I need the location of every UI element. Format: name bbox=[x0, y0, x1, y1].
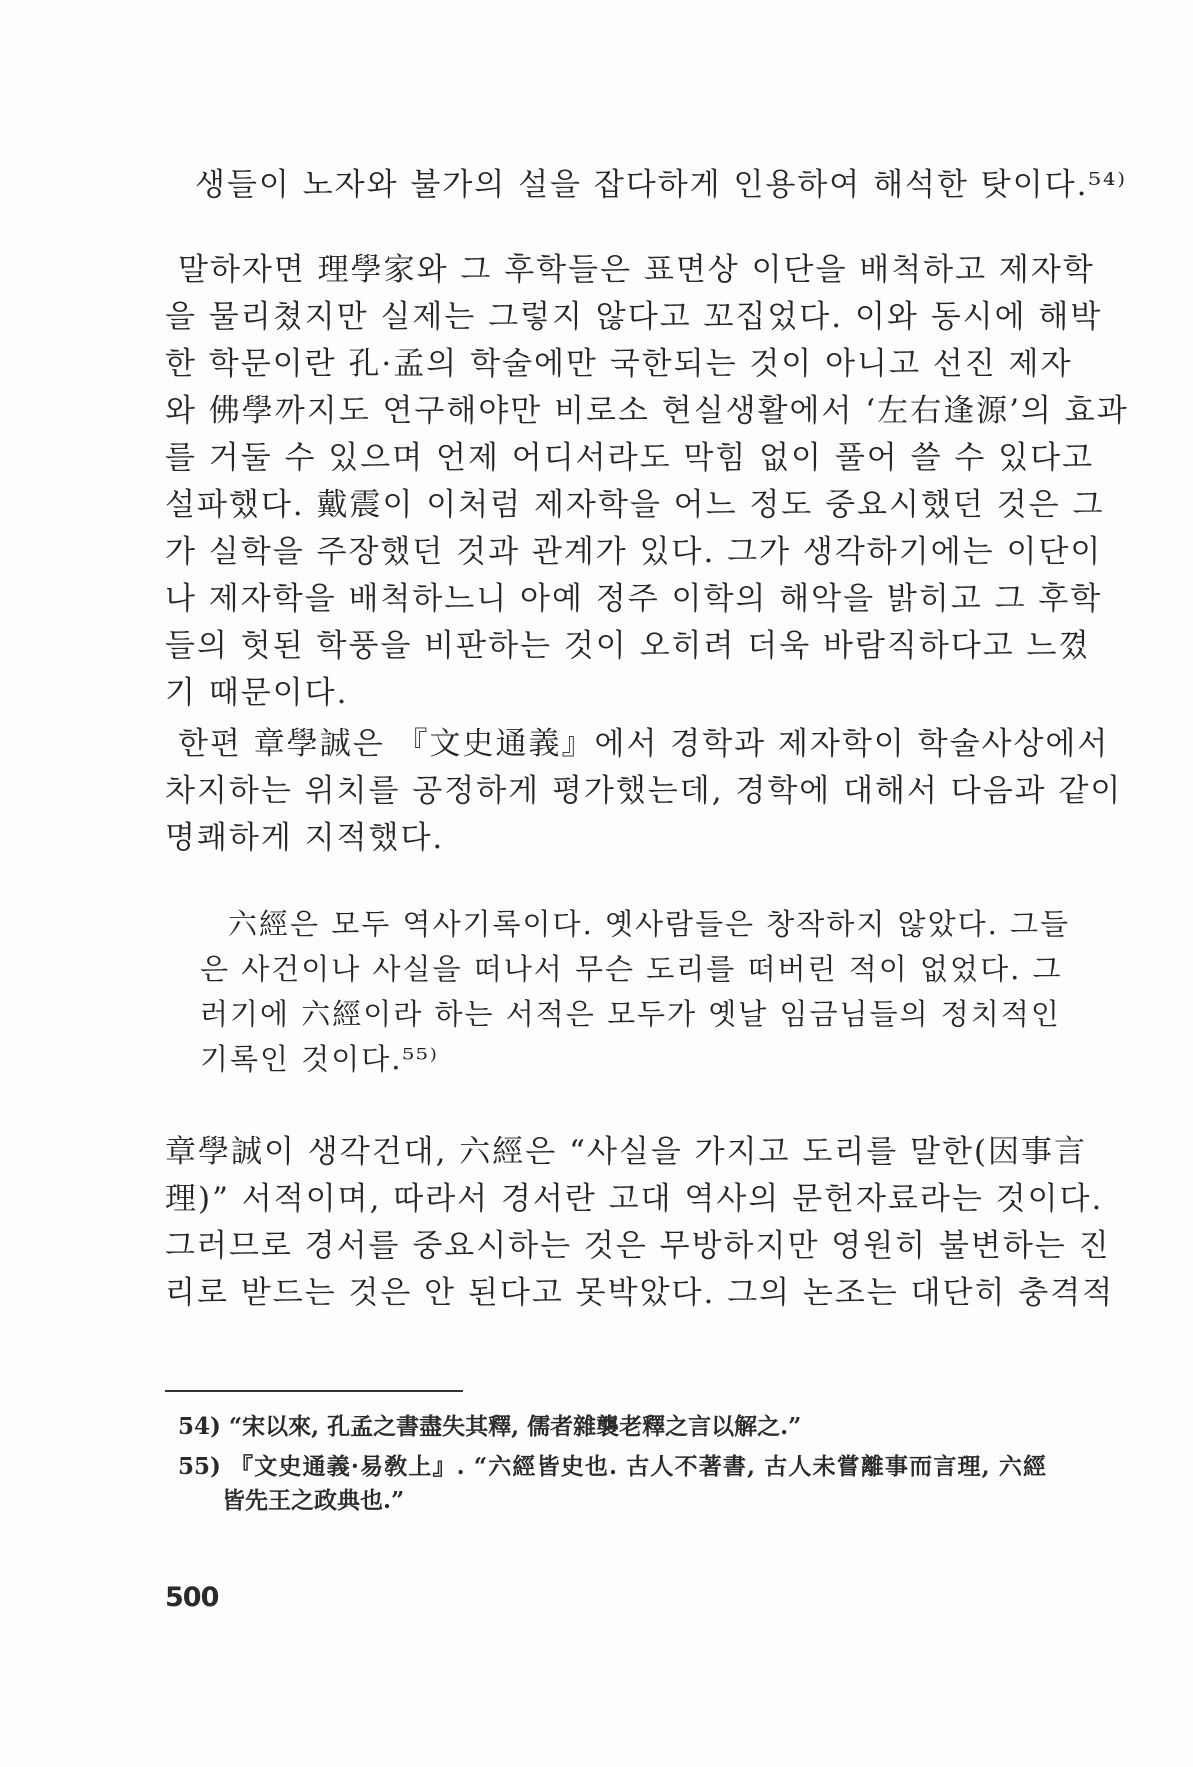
body-line: 을 물리쳤지만 실제는 그렇지 않다고 꼬집었다. 이와 동시에 해박 bbox=[165, 299, 1103, 335]
body-line: 한 학문이란 孔·孟의 학술에만 국한되는 것이 아니고 선진 제자 bbox=[165, 346, 1073, 382]
body-line: 한편 章學誠은 『文史通義』에서 경학과 제자학이 학술사상에서 bbox=[178, 726, 1110, 762]
body-line: 말하자면 理學家와 그 후학들은 표면상 이단을 배척하고 제자학 bbox=[178, 252, 1095, 288]
footnote-55: 55) 『文史通義·易敎上』. “六經皆史也. 古人不著書, 古人未嘗離事而言理, 六經 bbox=[178, 1453, 1046, 1480]
body-line: 차지하는 위치를 공정하게 평가했는데, 경학에 대해서 다음과 같이 bbox=[165, 773, 1123, 809]
body-line: 들의 헛된 학풍을 비판하는 것이 오히려 더욱 바람직하다고 느꼈 bbox=[165, 628, 1091, 664]
page-number: 500 bbox=[165, 1582, 219, 1613]
body-line: 생들이 노자와 불가의 설을 잡다하게 인용하여 해석한 탓이다.⁵⁴⁾ bbox=[195, 167, 1127, 203]
body-line: 설파했다. 戴震이 이처럼 제자학을 어느 정도 중요시했던 것은 그 bbox=[165, 487, 1105, 523]
body-line: 그러므로 경서를 중요시하는 것은 무방하지만 영원히 불변하는 진 bbox=[165, 1228, 1111, 1264]
footnote-55-continued: 皆先王之政典也.” bbox=[222, 1487, 405, 1514]
quote-line: 六經은 모두 역사기록이다. 옛사람들은 창작하지 않았다. 그들 bbox=[228, 907, 1071, 941]
body-line: 가 실학을 주장했던 것과 관계가 있다. 그가 생각하기에는 이단이 bbox=[165, 534, 1103, 570]
body-line: 기 때문이다. bbox=[165, 675, 349, 711]
quote-line: 은 사건이나 사실을 떠나서 무슨 도리를 떠버린 적이 없었다. 그 bbox=[200, 952, 1063, 986]
body-line: 나 제자학을 배척하느니 아예 정주 이학의 해악을 밝히고 그 후학 bbox=[165, 581, 1103, 617]
body-line: 명쾌하게 지적했다. bbox=[165, 820, 445, 856]
quote-line: 러기에 六經이라 하는 서적은 모두가 옛날 임금님들의 정치적인 bbox=[200, 997, 1061, 1031]
body-line: 理)” 서적이며, 따라서 경서란 고대 역사의 문헌자료라는 것이다. bbox=[165, 1181, 1104, 1217]
body-line: 와 佛學까지도 연구해야만 비로소 현실생활에서 ‘左右逢源’의 효과 bbox=[165, 393, 1129, 429]
footnote-divider bbox=[165, 1390, 463, 1392]
footnote-54: 54) “宋以來, 孔孟之書盡失其釋, 儒者雜襲老釋之言以解之.” bbox=[178, 1413, 802, 1440]
body-line: 리로 받드는 것은 안 된다고 못박았다. 그의 논조는 대단히 충격적 bbox=[165, 1275, 1115, 1311]
body-line: 章學誠이 생각건대, 六經은 “사실을 가지고 도리를 말한(因事言 bbox=[165, 1134, 1087, 1170]
body-line: 를 거둘 수 있으며 언제 어디서라도 막힘 없이 풀어 쓸 수 있다고 bbox=[165, 440, 1095, 476]
quote-line: 기록인 것이다.⁵⁵⁾ bbox=[200, 1042, 439, 1076]
